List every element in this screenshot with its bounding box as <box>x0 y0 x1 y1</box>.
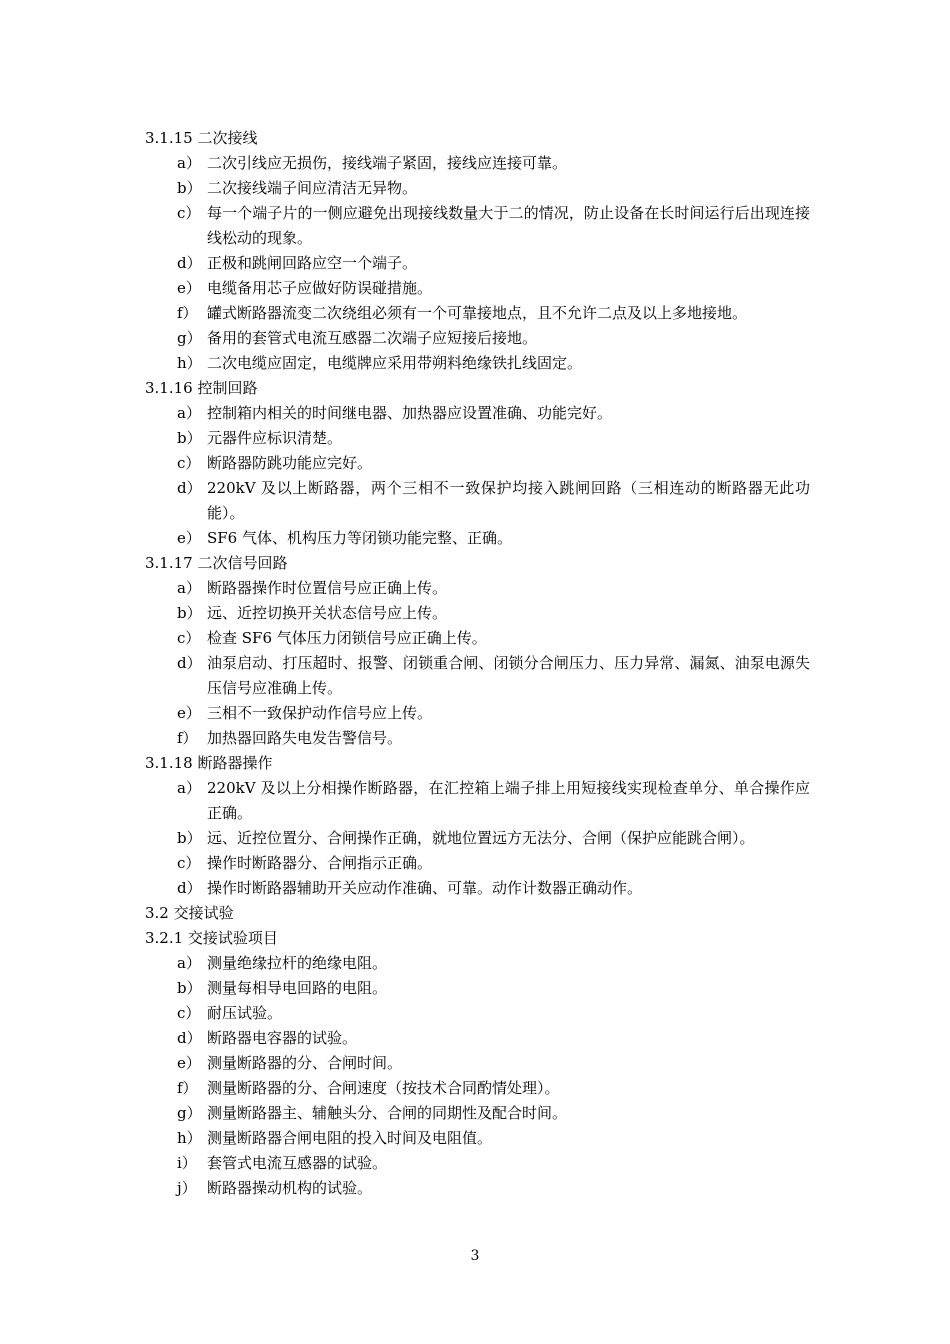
list-marker: d） <box>177 479 202 497</box>
list-marker: b） <box>177 179 202 197</box>
list-item-text: 控制箱内相关的时间继电器、加热器应设置准确、功能完好。 <box>207 404 613 422</box>
list-marker: d） <box>177 254 202 272</box>
list-item-text: 加热器回路失电发告警信号。 <box>207 729 403 747</box>
list-item <box>145 176 810 201</box>
list-item-text: 元器件应标识清楚。 <box>207 429 343 447</box>
list-item-text: 断路器防跳功能应完好。 <box>207 454 373 472</box>
list-item <box>145 651 810 701</box>
list-item-text: 备用的套管式电流互感器二次端子应短接后接地。 <box>207 329 538 347</box>
document-body <box>145 126 810 1201</box>
list-item-text: 测量断路器的分、合闸时间。 <box>207 1054 403 1072</box>
list-item-text: 检查 SF6 气体压力闭锁信号应正确上传。 <box>207 629 487 647</box>
list-marker: c） <box>177 1004 201 1022</box>
list-marker: e） <box>177 704 201 722</box>
list-marker: j） <box>177 1179 197 1197</box>
list-item <box>145 951 810 976</box>
list-item-text: 耐压试验。 <box>207 1004 283 1022</box>
list-item <box>145 426 810 451</box>
list-item <box>145 576 810 601</box>
section-3-2 <box>145 901 810 926</box>
list-marker: e） <box>177 1054 201 1072</box>
section-heading: 3.1.18 断路器操作 <box>145 754 273 772</box>
list-item-text: 测量断路器主、辅触头分、合闸的同期性及配合时间。 <box>207 1104 568 1122</box>
list-item <box>145 351 810 376</box>
list-item-text: 远、近控位置分、合闸操作正确，就地位置远方无法分、合闸（保护应能跳合闸）。 <box>207 829 755 847</box>
list-item <box>145 876 810 901</box>
list-marker: b） <box>177 604 202 622</box>
list-marker: a） <box>177 404 201 422</box>
list-item <box>145 526 810 551</box>
list-item <box>145 1001 810 1026</box>
list-item-text: 测量绝缘拉杆的绝缘电阻。 <box>207 954 388 972</box>
list-item-text: 断路器电容器的试验。 <box>207 1029 358 1047</box>
section-3-1-15 <box>145 126 810 376</box>
list-marker: d） <box>177 654 202 672</box>
section-heading: 3.1.15 二次接线 <box>145 129 258 147</box>
section-3-2-1 <box>145 926 810 1201</box>
list-marker: b） <box>177 979 202 997</box>
list-item-text: 操作时断路器分、合闸指示正确。 <box>207 854 433 872</box>
list-item <box>145 976 810 1001</box>
section-heading: 3.1.16 控制回路 <box>145 379 258 397</box>
section-3-1-17 <box>145 551 810 751</box>
list-item-text: 二次引线应无损伤，接线端子紧固，接线应连接可靠。 <box>207 154 568 172</box>
list-marker: b） <box>177 429 202 447</box>
list-marker: e） <box>177 279 201 297</box>
list-item <box>145 151 810 176</box>
section-3-1-18 <box>145 751 810 901</box>
list-marker: a） <box>177 154 201 172</box>
list-item <box>145 851 810 876</box>
list-item-text: 二次接线端子间应清洁无异物。 <box>207 179 418 197</box>
list-item <box>145 626 810 651</box>
list-item-text: 220kV 及以上分相操作断路器，在汇控箱上端子排上用短接线实现检查单分、单合操作应正确。 <box>207 779 810 822</box>
list-item <box>145 326 810 351</box>
list-item <box>145 1126 810 1151</box>
list-marker: a） <box>177 779 201 797</box>
list-item-text: 罐式断路器流变二次绕组必须有一个可靠接地点，且不允许二点及以上多地接地。 <box>207 304 748 322</box>
list-item-text: 操作时断路器辅助开关应动作准确、可靠。动作计数器正确动作。 <box>207 879 643 897</box>
list-marker: f） <box>177 729 198 747</box>
list-item <box>145 776 810 826</box>
list-item <box>145 701 810 726</box>
list-item-text: 套管式电流互感器的试验。 <box>207 1154 388 1172</box>
list-marker: d） <box>177 879 202 897</box>
list-item-text: 测量每相导电回路的电阻。 <box>207 979 388 997</box>
list-item <box>145 1101 810 1126</box>
list-item <box>145 726 810 751</box>
list-item <box>145 401 810 426</box>
list-item <box>145 276 810 301</box>
list-item-text: 测量断路器的分、合闸速度（按技术合同酌情处理）。 <box>207 1079 560 1097</box>
list-marker: c） <box>177 629 201 647</box>
list-marker: g） <box>177 329 202 347</box>
list-marker: c） <box>177 204 201 222</box>
list-marker: f） <box>177 1079 198 1097</box>
list-item-text: 三相不一致保护动作信号应上传。 <box>207 704 433 722</box>
list-marker: f） <box>177 304 198 322</box>
list-item <box>145 826 810 851</box>
list-marker: d） <box>177 1029 202 1047</box>
list-marker: b） <box>177 829 202 847</box>
section-3-1-16 <box>145 376 810 551</box>
list-item <box>145 1151 810 1176</box>
list-item <box>145 1176 810 1201</box>
list-item <box>145 251 810 276</box>
list-item-text: 正极和跳闸回路应空一个端子。 <box>207 254 418 272</box>
list-item-text: 断路器操作时位置信号应正确上传。 <box>207 579 448 597</box>
section-heading: 3.2.1 交接试验项目 <box>145 929 278 947</box>
list-marker: g） <box>177 1104 202 1122</box>
list-item <box>145 1051 810 1076</box>
list-item <box>145 476 810 526</box>
list-marker: h） <box>177 354 202 372</box>
list-item <box>145 201 810 251</box>
page-number: 3 <box>470 1248 480 1264</box>
list-marker: a） <box>177 579 201 597</box>
list-marker: e） <box>177 529 201 547</box>
list-marker: c） <box>177 454 201 472</box>
list-item-text: 220kV 及以上断路器，两个三相不一致保护均接入跳闸回路（三相连动的断路器无此功能）。 <box>207 479 810 522</box>
list-item <box>145 451 810 476</box>
list-item-text: SF6 气体、机构压力等闭锁功能完整、正确。 <box>207 529 512 547</box>
list-item-text: 二次电缆应固定，电缆牌应采用带朔料绝缘铁扎线固定。 <box>207 354 583 372</box>
list-item <box>145 1076 810 1101</box>
list-item <box>145 601 810 626</box>
list-item-text: 测量断路器合闸电阻的投入时间及电阻值。 <box>207 1129 493 1147</box>
list-item-text: 断路器操动机构的试验。 <box>207 1179 373 1197</box>
list-item <box>145 1026 810 1051</box>
list-item-text: 油泵启动、打压超时、报警、闭锁重合闸、闭锁分合闸压力、压力异常、漏氮、油泵电源失压信号应准确上传。 <box>207 654 810 697</box>
list-item-text: 远、近控切换开关状态信号应上传。 <box>207 604 448 622</box>
section-heading: 3.2 交接试验 <box>145 904 234 922</box>
list-marker: c） <box>177 854 201 872</box>
list-marker: i） <box>177 1154 197 1172</box>
list-item-text: 电缆备用芯子应做好防误碰措施。 <box>207 279 433 297</box>
list-item <box>145 301 810 326</box>
list-item-text: 每一个端子片的一侧应避免出现接线数量大于二的情况，防止设备在长时间运行后出现连接线松动的现象。 <box>207 204 810 247</box>
list-marker: a） <box>177 954 201 972</box>
section-heading: 3.1.17 二次信号回路 <box>145 554 288 572</box>
list-marker: h） <box>177 1129 202 1147</box>
